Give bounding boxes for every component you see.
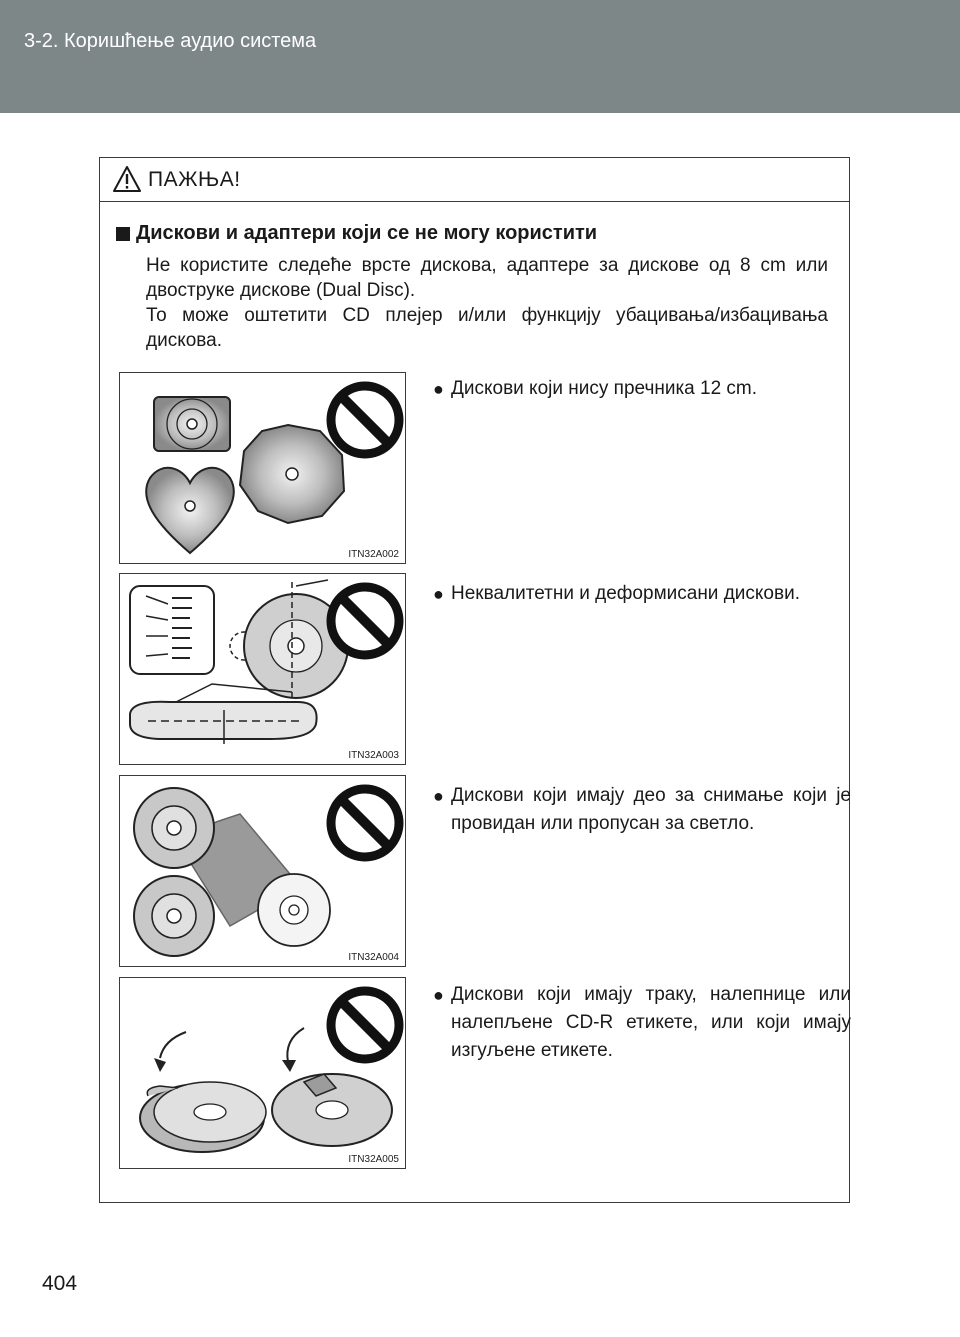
section-heading — [116, 222, 597, 245]
figure-labeled-discs — [119, 977, 406, 1169]
bullet-text: Дискови који имају део за снимање који је провидан или пропусан за светло. — [451, 785, 851, 834]
section-heading-text: Дискови и адаптери који се не могу користити — [136, 222, 598, 244]
figure-odd-shaped-discs — [119, 372, 406, 564]
transparent-discs-illustration — [120, 776, 407, 968]
figure-code: ITN32A005 — [348, 1154, 399, 1165]
intro-paragraph-1: Не користите следеће врсте дискова, адаптере за дискове од 8 cm или двоструке дискове (Dual Disc). — [146, 255, 828, 301]
figure-code: ITN32A004 — [348, 952, 399, 963]
figure-code: ITN32A002 — [348, 549, 399, 560]
figure-transparent-discs — [119, 775, 406, 967]
bullet-item — [433, 981, 851, 1065]
labeled-discs-illustration — [120, 978, 407, 1170]
bullet-item — [433, 580, 851, 608]
odd-shaped-discs-illustration — [120, 373, 407, 565]
deformed-discs-illustration — [120, 574, 407, 766]
figure-deformed-discs — [119, 573, 406, 765]
bullet-text: Неквалитетни и деформисани дискови. — [451, 583, 800, 604]
bullet-text: Дискови који нису пречника 12 cm. — [451, 378, 758, 399]
bullet-item — [433, 782, 851, 838]
bullet-dot-icon: ● — [433, 985, 444, 1005]
intro-text — [146, 253, 828, 353]
chapter-title: 3-2. Коришћење аудио система — [24, 30, 317, 52]
intro-paragraph-2: То може оштетити CD плејер и/или функцију убацивања/избацивања дискова. — [146, 305, 828, 351]
header-band — [0, 0, 960, 113]
bullet-dot-icon: ● — [433, 786, 444, 806]
bullet-item — [433, 375, 851, 403]
figure-code: ITN32A003 — [348, 750, 399, 761]
warning-triangle-icon — [112, 165, 142, 193]
bullet-text: Дискови који имају траку, налепнице или налепљене CD-R етикете, или који имају изгуљене етикете. — [451, 984, 851, 1061]
caution-header — [100, 158, 849, 202]
caution-box — [99, 157, 850, 1203]
bullet-dot-icon: ● — [433, 379, 444, 399]
page-number: 404 — [42, 1272, 78, 1295]
caution-title: ПАЖЊА! — [148, 168, 241, 191]
bullet-dot-icon: ● — [433, 584, 444, 604]
square-bullet-icon — [116, 227, 130, 241]
